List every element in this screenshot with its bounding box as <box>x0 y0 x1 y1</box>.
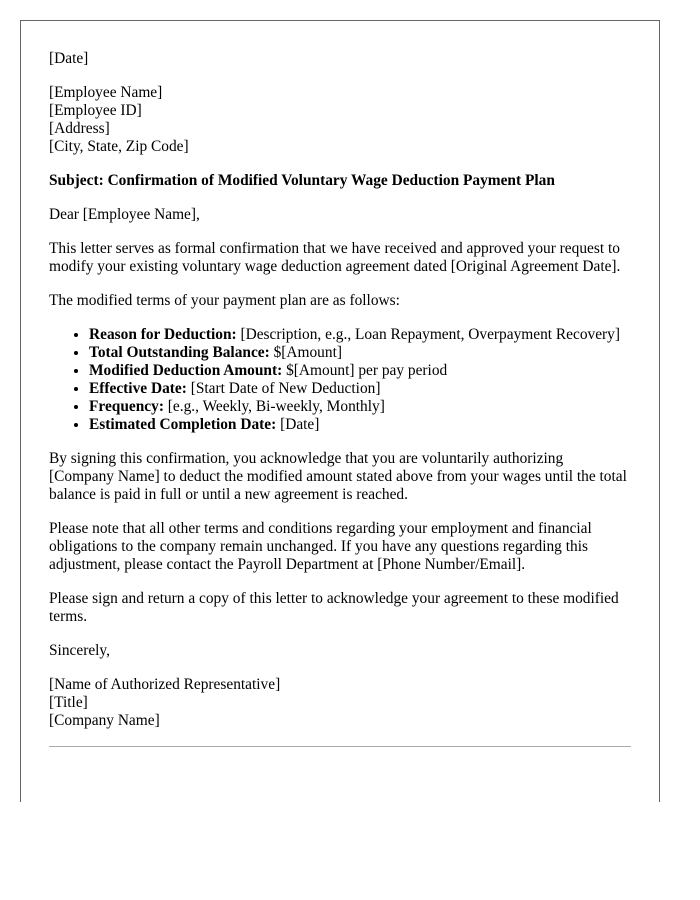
letter-subject: Subject: Confirmation of Modified Voluntary Wage Deduction Payment Plan <box>49 172 555 189</box>
term-item-completion-date <box>89 416 631 434</box>
term-item-frequency <box>89 398 631 416</box>
recipient-id: [Employee ID] <box>49 102 142 119</box>
recipient-address <box>49 84 631 156</box>
signatory-company: [Company Name] <box>49 712 160 729</box>
signatory-title: [Title] <box>49 694 88 711</box>
terms-intro-paragraph: The modified terms of your payment plan are as follows: <box>49 292 400 309</box>
closing: Sincerely, <box>49 642 110 659</box>
term-value: [Description, e.g., Loan Repayment, Overpayment Recovery] <box>236 326 620 343</box>
recipient-name: [Employee Name] <box>49 84 163 101</box>
salutation: Dear [Employee Name], <box>49 206 200 223</box>
footer-divider <box>49 746 631 747</box>
request-paragraph: Please sign and return a copy of this letter to acknowledge your agreement to these modified terms. <box>49 590 619 625</box>
term-value: $[Amount] per pay period <box>282 362 448 379</box>
date-text: [Date] <box>49 50 89 67</box>
term-value: [e.g., Weekly, Bi-weekly, Monthly] <box>163 398 385 415</box>
term-value: [Date] <box>276 416 320 433</box>
letter-page <box>20 20 660 802</box>
acknowledgment-paragraph: By signing this confirmation, you acknowledge that you are voluntarily authorizing [Company Name] to deduct the modified amount stated above from your wages until the total balance is paid in full or until a new agreement is reached. <box>49 450 627 503</box>
term-value: $[Amount] <box>269 344 342 361</box>
term-label: Frequency: <box>89 398 164 415</box>
letter-date <box>49 50 631 68</box>
terms-list <box>49 326 631 434</box>
term-item-balance <box>89 344 631 362</box>
recipient-city-state-zip: [City, State, Zip Code] <box>49 138 189 155</box>
term-item-reason <box>89 326 631 344</box>
term-value: [Start Date of New Deduction] <box>186 380 381 397</box>
term-item-effective-date <box>89 380 631 398</box>
recipient-address-line: [Address] <box>49 120 110 137</box>
term-label: Effective Date: <box>89 380 187 397</box>
term-item-deduction-amount <box>89 362 631 380</box>
intro-paragraph: This letter serves as formal confirmation that we have received and approved your request to modify your existing voluntary wage deduction agreement dated [Original Agreement Date]. <box>49 240 621 275</box>
term-label: Reason for Deduction: <box>89 326 237 343</box>
term-label: Modified Deduction Amount: <box>89 362 283 379</box>
signature-block <box>49 676 631 730</box>
term-label: Estimated Completion Date: <box>89 416 277 433</box>
note-paragraph: Please note that all other terms and conditions regarding your employment and financial obligations to the company remain unchanged. If you have any questions regarding this adjustment, please contact the Payroll Department at [Phone Number/Email]. <box>49 520 592 573</box>
signatory-name: [Name of Authorized Representative] <box>49 676 281 693</box>
term-label: Total Outstanding Balance: <box>89 344 270 361</box>
